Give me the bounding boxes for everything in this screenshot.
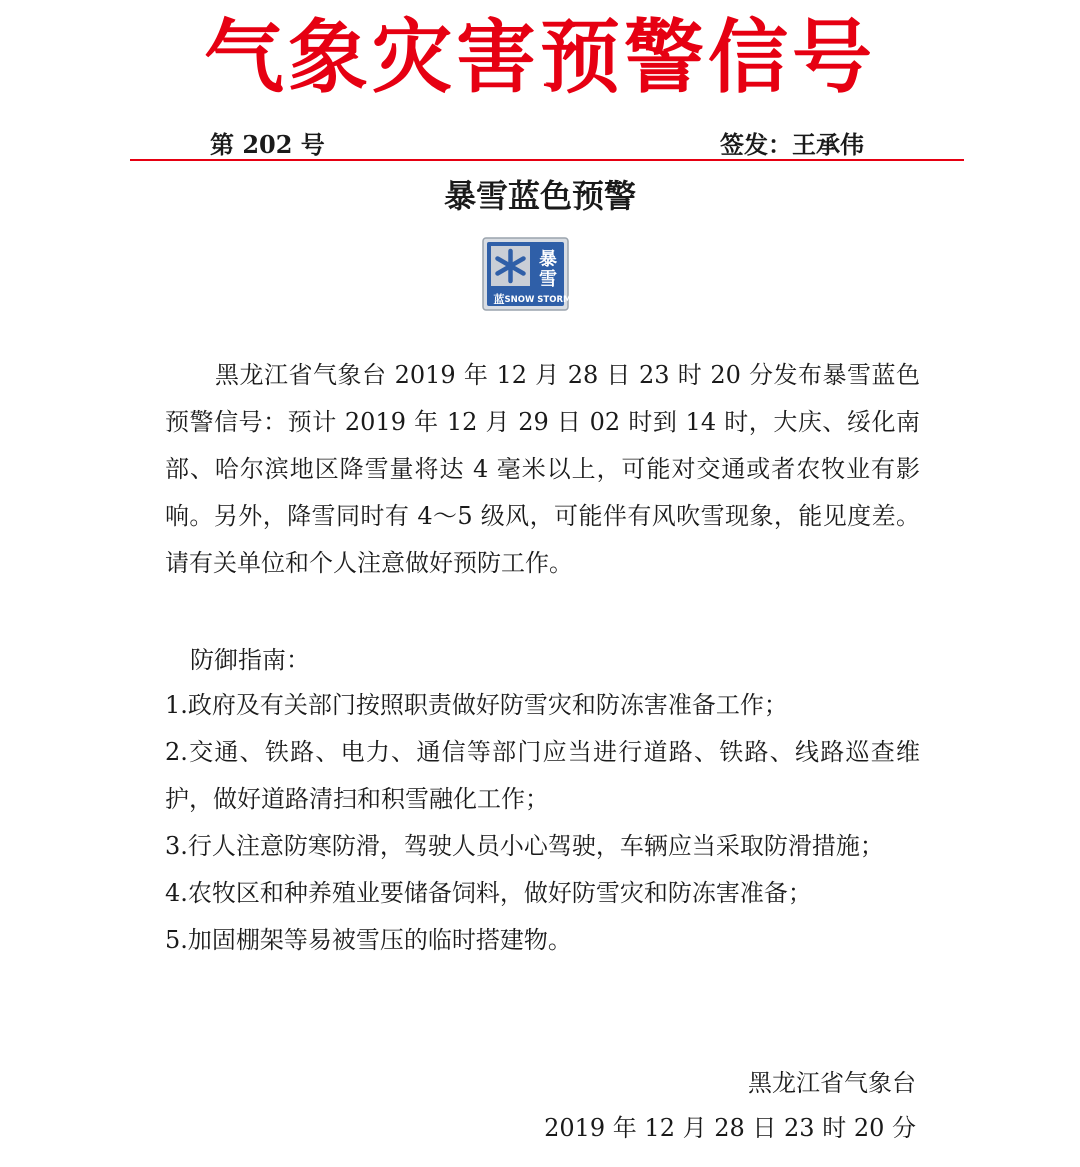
snowstorm-blue-signal-icon [482, 237, 569, 311]
guide-item: 2.交通、铁路、电力、通信等部门应当进行道路、铁路、线路巡查维护，做好道路清扫和积雪融化工作； [165, 738, 920, 813]
defense-guide-heading: 防御指南： [190, 646, 310, 674]
issuing-agency: 黑龙江省气象台 [748, 1069, 916, 1097]
issue-date: 2019 年 12 月 28 日 23 时 20 分 [544, 1114, 916, 1142]
warning-title: 暴雪蓝色预警 [443, 177, 636, 215]
guide-item: 4.农牧区和种养殖业要储备饲料，做好防雪灾和防冻害准备； [165, 879, 812, 907]
header-divider [130, 159, 964, 161]
signal-label-level: 蓝 [493, 293, 505, 306]
guide-item: 5.加固棚架等易被雪压的临时搭建物。 [165, 926, 572, 954]
signer: 签发：王承伟 [720, 130, 864, 159]
signal-label-bao: 暴 [539, 249, 557, 270]
defense-guide-list [165, 682, 920, 964]
document-number: 第 202 号 [210, 130, 325, 159]
signal-label-xue: 雪 [539, 269, 557, 290]
guide-item: 3.行人注意防寒防滑，驾驶人员小心驾驶，车辆应当采取防滑措施； [165, 832, 884, 860]
guide-item: 1.政府及有关部门按照职责做好防雪灾和防冻害准备工作； [165, 691, 788, 719]
warning-body: 黑龙江省气象台 2019 年 12 月 28 日 23 时 20 分发布暴雪蓝色预警信号：预计 2019 年 12 月 29 日 02 时到 14 时，大庆、绥化南部、哈尔滨地区降雪量将达 4 毫米以上，可能对交通或者农牧业有影响。另外，降雪同时有 4～5 级风，可能伴有风吹雪现象，能见度差。请有关单位和个人注意做好预防工作。 [165, 361, 920, 577]
masthead-title: 气象灾害预警信号 [204, 11, 876, 104]
signal-label-en: SNOW STORM [504, 295, 569, 305]
